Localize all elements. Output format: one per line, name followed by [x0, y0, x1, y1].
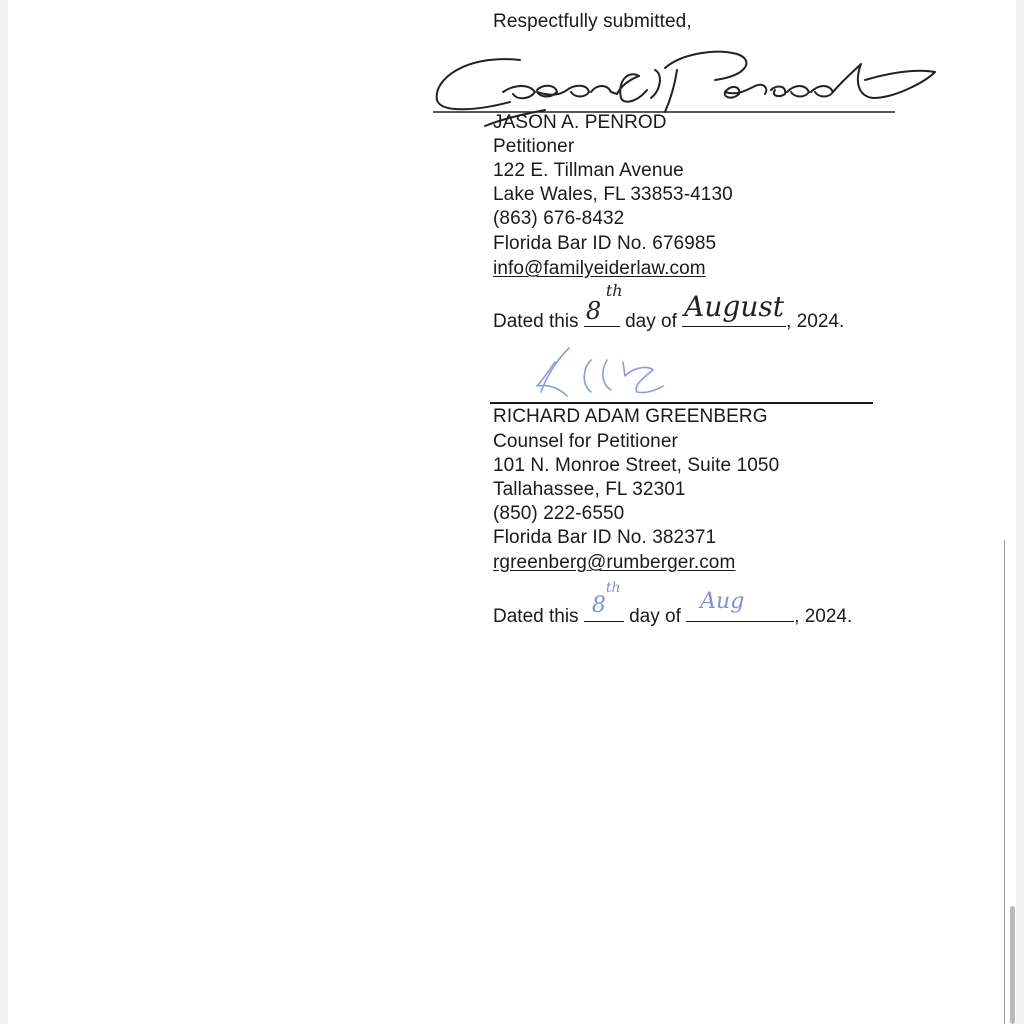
page-edge-rule: [1004, 540, 1005, 1024]
petitioner-role: Petitioner: [493, 136, 575, 157]
petitioner-bar-id: Florida Bar ID No. 676985: [493, 233, 717, 254]
counsel-role: Counsel for Petitioner: [493, 431, 678, 452]
counsel-signature: [525, 340, 675, 402]
counsel-bar-id: Florida Bar ID No. 382371: [493, 527, 717, 548]
counsel-month-value: Aug: [700, 589, 745, 614]
counsel-signature-line: [490, 402, 873, 404]
counsel-phone: (850) 222-6550: [493, 503, 625, 524]
petitioner-dated-mid: day of: [625, 311, 677, 332]
counsel-month-blank: [686, 589, 794, 622]
petitioner-email-link[interactable]: info@familyeiderlaw.com: [493, 258, 706, 279]
petitioner-name: JASON A. PENROD: [493, 112, 667, 133]
counsel-dated-mid: day of: [629, 606, 681, 627]
counsel-email-link[interactable]: rgreenberg@rumberger.com: [493, 552, 736, 573]
petitioner-city: Lake Wales, FL 33853-4130: [493, 184, 733, 205]
counsel-day-blank: [584, 580, 624, 622]
petitioner-dated-year: , 2024.: [786, 311, 845, 332]
petitioner-day-suffix: th: [605, 281, 623, 300]
petitioner-day-value: 8: [585, 297, 602, 325]
counsel-dated-row: [493, 580, 853, 628]
counsel-day-suffix: th: [605, 580, 621, 596]
counsel-street: 101 N. Monroe Street, Suite 1050: [493, 455, 780, 476]
counsel-name: RICHARD ADAM GREENBERG: [493, 406, 768, 427]
petitioner-month-value: August: [684, 290, 784, 323]
counsel-day-value: 8: [591, 593, 606, 618]
closing-text: Respectfully submitted,: [493, 11, 692, 32]
scrollbar-thumb[interactable]: [1010, 906, 1015, 1024]
counsel-city: Tallahassee, FL 32301: [493, 479, 686, 500]
counsel-dated-year: , 2024.: [794, 606, 853, 627]
petitioner-dated-row: [493, 281, 845, 333]
counsel-dated-prefix: Dated this: [493, 606, 579, 627]
petitioner-street: 122 E. Tillman Avenue: [493, 160, 684, 181]
petitioner-phone: (863) 676-8432: [493, 208, 625, 229]
petitioner-dated-prefix: Dated this: [493, 311, 579, 332]
petitioner-month-blank: [682, 290, 786, 327]
petitioner-day-blank: [584, 281, 623, 327]
